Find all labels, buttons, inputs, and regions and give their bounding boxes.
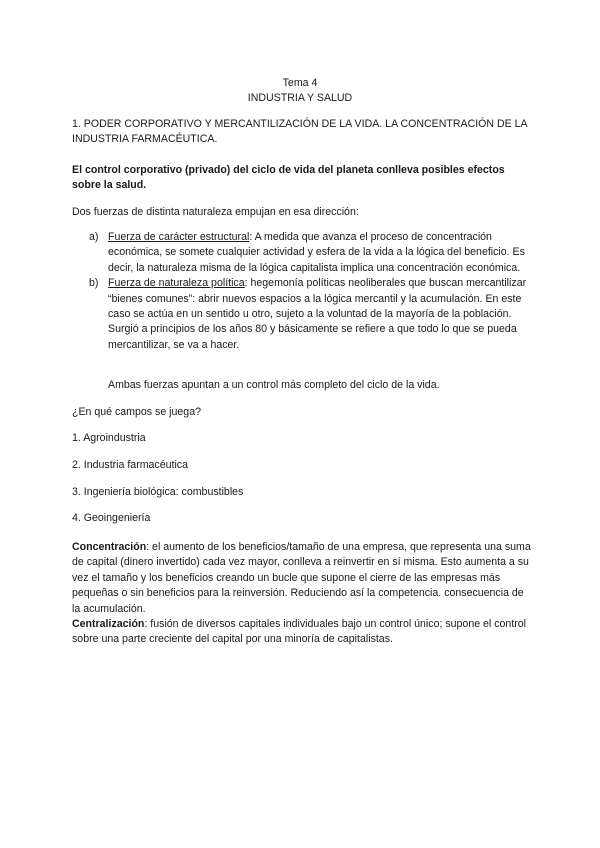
force-description: : hegemonía políticas neoliberales que buscan mercantilizar “bienes comunes”: abrir nuevos espacios a la lógica mercantil y la acumulación. En este caso se actúa en un sentido u otro, sujeto a la voluntad de la mayoría de la población. Surgió a principios de los años 80 y básicamente se refiere a que todo lo que se pueda mercantilizar, se va a hacer. bbox=[108, 277, 527, 351]
list-marker: a) bbox=[89, 231, 99, 243]
definition-concentracion bbox=[72, 540, 532, 617]
field-item-geoingenieria: 4. Geoingeniería bbox=[72, 512, 151, 524]
section-heading: 1. PODER CORPORATIVO Y MERCANTILIZACIÓN DE LA VIDA. LA CONCENTRACIÓN DE LA INDUSTRIA FARMACÉUTICA. bbox=[72, 118, 528, 146]
field-item-industria-farmaceutica: 2. Industria farmacéutica bbox=[72, 459, 188, 471]
list-marker: b) bbox=[89, 277, 99, 290]
force-description: : A medida que avanza el proceso de concentración económica, se somete cualquier actividad y esfera de la vida a la lógica del beneficio. Es decir, la naturaleza misma de la lógica capitalista implica una concentración económica. bbox=[108, 231, 525, 274]
definition-centralizacion bbox=[72, 617, 532, 648]
question-line: ¿En qué campos se juega? bbox=[72, 406, 201, 418]
force-term: Fuerza de naturaleza política bbox=[108, 277, 245, 290]
definition-text: : el aumento de los beneficios/tamaño de una empresa, que representa una suma de capital (dinero invertido) cada vez mayor, conlleva a reinvertir en sí misma. Esto aumenta a su vez el tamaño y los beneficios creando un bucle que supone el cierre de las empresas más pequeñas o sin beneficios para la reinversión. Reduciendo así la competencia. consecuencia de la acumulación. bbox=[72, 541, 531, 615]
closing-paragraph: Ambas fuerzas apuntan a un control más completo del ciclo de la vida. bbox=[108, 379, 440, 391]
definition-term: Concentración bbox=[72, 541, 147, 553]
lead-statement: El control corporativo (privado) del ciclo de vida del planeta conlleva posibles efectos sobre la salud. bbox=[72, 164, 505, 192]
definition-text: : fusión de diversos capitales individuales bajo un control único; supone el control sobre una parte creciente del capital por una minoría de capitalistas. bbox=[72, 618, 527, 646]
document-title: INDUSTRIA Y SALUD bbox=[247, 92, 353, 104]
forces-list bbox=[89, 230, 529, 353]
field-item-agroindustria: 1. Agroindustria bbox=[72, 432, 146, 444]
topic-label: Tema 4 bbox=[282, 77, 318, 89]
definitions bbox=[72, 540, 532, 648]
list-item bbox=[89, 276, 529, 353]
field-item-ingenieria-biologica: 3. Ingeniería biológica: combustibles bbox=[72, 486, 244, 498]
intro-paragraph: Dos fuerzas de distinta naturaleza empujan en esa dirección: bbox=[72, 206, 359, 218]
force-term: Fuerza de carácter estructural bbox=[108, 231, 250, 243]
definition-term: Centralización bbox=[72, 618, 145, 631]
list-item bbox=[89, 230, 529, 276]
